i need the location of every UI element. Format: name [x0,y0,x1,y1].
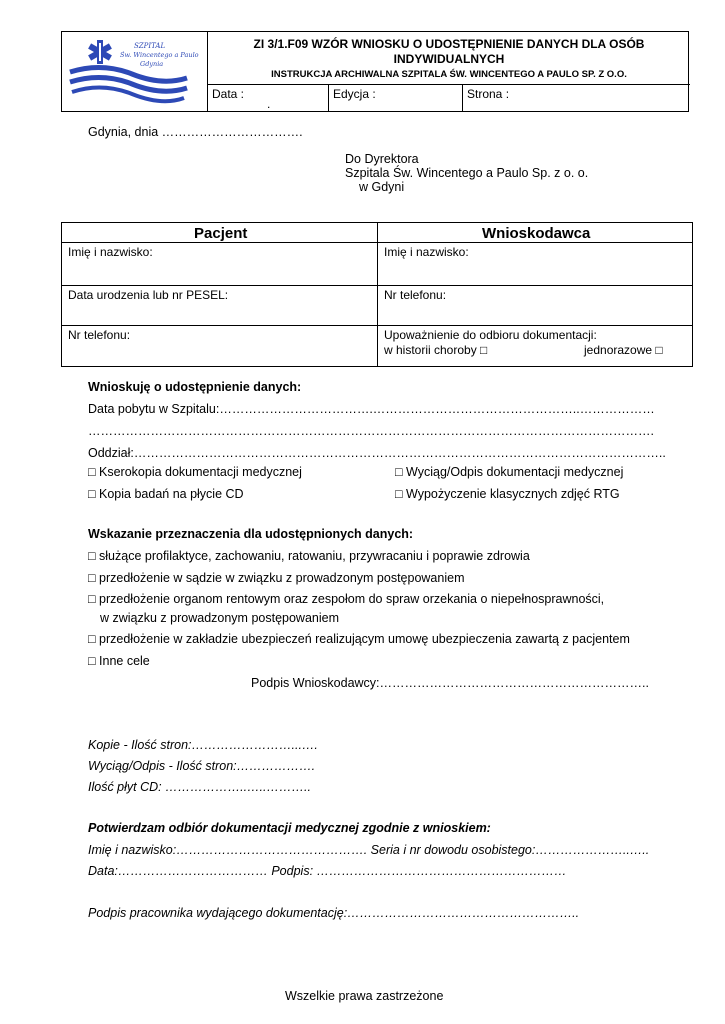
header-edycja-label: Edycja : [333,87,376,101]
document-header [61,31,689,112]
logo-text-1: SZPITAL [134,42,166,50]
addressee-line-1: Do Dyrektora [345,152,419,166]
form-subtitle: INSTRUKCJA ARCHIWALNA SZPITALA ŚW. WINCENTEGO A PAULO SP. Z O.O. [271,69,627,80]
table-row-divider-2 [62,285,692,286]
header-col-divider-2 [462,85,463,111]
footer-rights: Wszelkie prawa zastrzeżone [285,989,444,1003]
option-rtg-loan[interactable]: □ Wypożyczenie klasycznych zdjęć RTG [395,487,620,501]
header-divider [208,84,690,85]
applicant-signature-field[interactable]: Podpis Wnioskodawcy:……………………………………………………….. [251,676,649,690]
patient-birth-pesel-field[interactable]: Data urodzenia lub nr PESEL: [68,288,229,302]
option-extract[interactable]: □ Wyciąg/Odpis dokumentacji medycznej [395,465,624,479]
confirm-date-signature-field[interactable]: Data:……………………………… Podpis: …………………………………………………… [88,864,567,878]
patient-phone-field[interactable]: Nr telefonu: [68,328,131,342]
header-dot: . [267,97,271,111]
purpose-court[interactable]: □ przedłożenie w sądzie w związku z prowadzonym postępowaniem [88,571,465,585]
auth-once-checkbox[interactable]: jednorazowe □ [584,343,663,357]
table-row-divider-1 [62,242,692,243]
copies-page-count[interactable]: Kopie - Ilość stron:……………………...…. [88,738,318,752]
patient-header: Pacjent [194,225,248,242]
patient-name-field[interactable]: Imię i nazwisko: [68,245,153,259]
header-data-label: Data : [212,87,245,101]
logo-text-3: Gdynia [140,60,164,68]
ward-field[interactable]: Oddział:……………………………………………………………………………………………………………….. [88,446,666,460]
purpose-heading: Wskazanie przeznaczenia dla udostępnionych danych: [88,527,414,541]
header-strona-label: Strona : [467,87,510,101]
authorization-label: Upoważnienie do odbioru dokumentacji: [384,328,597,342]
purpose-pension[interactable]: □ przedłożenie organom rentowym oraz zespołom do spraw orzekania o niepełnosprawności, [88,592,605,606]
confirm-heading: Potwierdzam odbiór dokumentacji medycznej zgodnie z wnioskiem: [88,821,491,835]
hospital-logo [62,32,208,111]
stay-date-continuation[interactable]: ………………………………………………………………………………………………………………………. [88,424,654,438]
header-col-divider-1 [328,85,329,111]
cd-count[interactable]: Ilość płyt CD: ………………..…..……….. [88,780,311,794]
purpose-pension-cont: w związku z prowadzonym postępowaniem [100,611,339,625]
form-title: ZI 3/1.F09 WZÓR WNIOSKU O UDOSTĘPNIENIE DANYCH DLA OSÓB INDYWIDUALNYCH [253,37,645,66]
stay-date-field[interactable]: Data pobytu w Szpitalu:……………………………….…………………………………………..……………… [88,402,655,416]
request-heading: Wnioskuję o udostępnienie danych: [88,380,302,394]
addressee-line-2: Szpitala Św. Wincentego a Paulo Sp. z o. o. [345,166,589,180]
logo-graphic [62,32,207,111]
patient-applicant-table [61,222,693,367]
logo-text-2: Św. Wincentego a Paulo [120,51,199,59]
applicant-name-field[interactable]: Imię i nazwisko: [384,245,469,259]
addressee-line-3: w Gdyni [359,180,405,194]
purpose-insurance[interactable]: □ przedłożenie w zakładzie ubezpieczeń realizującym umowę ubezpieczenia zawartą z pacjentem [88,632,630,646]
auth-history-checkbox[interactable]: w historii choroby □ [384,343,488,357]
option-cd-copy[interactable]: □ Kopia badań na płycie CD [88,487,244,501]
table-col-divider [377,223,378,366]
purpose-health[interactable]: □ służące profilaktyce, zachowaniu, ratowaniu, przywracaniu i poprawie zdrowia [88,549,530,563]
table-row-divider-3 [62,325,692,326]
applicant-phone-field[interactable]: Nr telefonu: [384,288,447,302]
applicant-header: Wnioskodawca [482,225,591,242]
purpose-other[interactable]: □ Inne cele [88,654,150,668]
confirm-name-id-field[interactable]: Imię i nazwisko:………………………………………. Seria i nr dowodu osobistego:…………………..….. [88,843,650,857]
extract-page-count[interactable]: Wyciąg/Odpis - Ilość stron:………………. [88,759,316,773]
option-photocopy[interactable]: □ Kserokopia dokumentacji medycznej [88,465,302,479]
employee-signature-field[interactable]: Podpis pracownika wydającego dokumentację:……………………………………………….. [88,906,580,920]
place-date-line: Gdynia, dnia ……………………………. [88,125,303,139]
